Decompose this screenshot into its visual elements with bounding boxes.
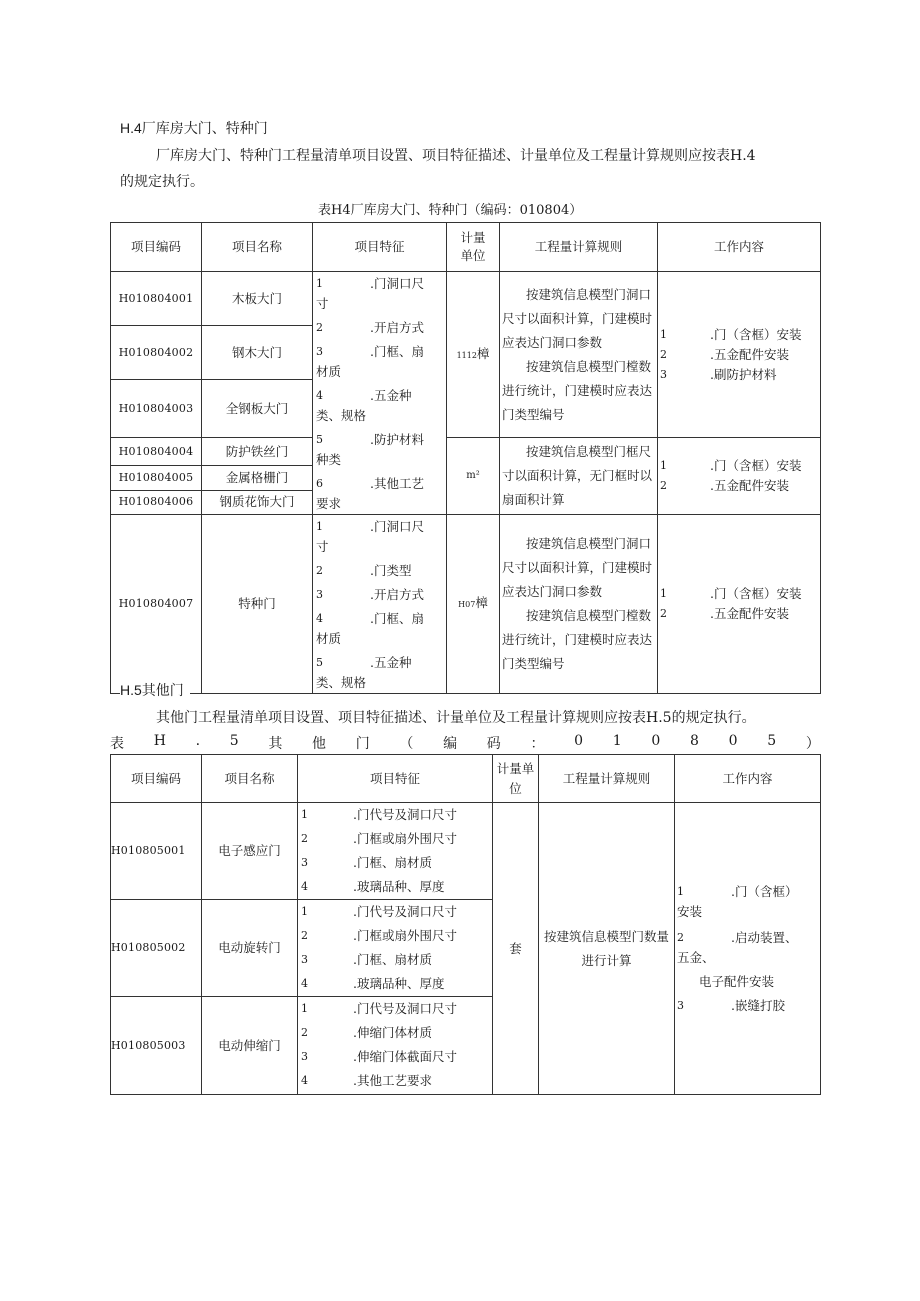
caption-char: 其 bbox=[268, 736, 283, 752]
h4-row-code: H010804006 bbox=[111, 490, 202, 514]
h5-table bbox=[110, 754, 821, 1095]
h5-intro: 其他门工程量清单项目设置、项目特征描述、计量单位及工程量计算规则应按表H.5的规定执行。 bbox=[156, 710, 756, 726]
h5-features-2 bbox=[298, 900, 493, 997]
h5-header-rule: 工程量计算规则 bbox=[539, 755, 675, 803]
h4-intro-line1: 厂库房大门、特种门工程量清单项目设置、项目特征描述、计量单位及工程量计算规则应按表H.4 bbox=[156, 148, 756, 164]
h4-header-work: 工作内容 bbox=[658, 223, 821, 272]
h4-rule-b: 按建筑信息模型门框尺寸以面积计算，无门框时以扇面积计算 bbox=[500, 438, 658, 515]
h5-features-3 bbox=[298, 997, 493, 1095]
feature-item: 6 .其他工艺 要求 bbox=[316, 476, 424, 511]
caption-char: 8 bbox=[689, 733, 699, 749]
h4-rule-a: 按建筑信息模型门洞口尺寸以面积计算，门建模时应表达门洞口参数 按建筑信息模型门樘数进行统计，门建模时应表达门类型编号 bbox=[500, 272, 658, 438]
h5-header-unit-line1: 计量单 bbox=[496, 760, 535, 776]
h5-features-1 bbox=[298, 803, 493, 900]
h5-rule: 按建筑信息模型门数量进行计算 bbox=[539, 803, 675, 1095]
h5-header-work: 工作内容 bbox=[675, 755, 821, 803]
h4-features-b bbox=[313, 515, 447, 694]
feature-item: 1 .门代号及洞口尺寸 bbox=[301, 1001, 457, 1016]
h5-row-name: 电子感应门 bbox=[202, 803, 298, 900]
h5-work bbox=[675, 803, 821, 1095]
h5-row-code: H010805002 bbox=[111, 900, 202, 997]
h4-row-code: H010804002 bbox=[111, 326, 202, 380]
h5-row-code: H010805001 bbox=[111, 803, 202, 900]
feature-item: 5 .防护材料 种类 bbox=[316, 432, 424, 467]
caption-char: 5 bbox=[229, 733, 239, 749]
feature-item: 5 .五金种 类、规格 bbox=[316, 655, 412, 690]
h4-row-name: 特种门 bbox=[202, 515, 313, 694]
h4-header-feature: 项目特征 bbox=[313, 223, 447, 272]
h5-unit: 套 bbox=[493, 803, 539, 1095]
h4-row-name: 钢质花饰大门 bbox=[202, 490, 313, 514]
feature-item: 2 .门框或扇外围尺寸 bbox=[301, 928, 457, 943]
work-item: 1 .门（含框）安装 bbox=[660, 458, 802, 473]
h4-row-code: H010804005 bbox=[111, 466, 202, 490]
h5-header-feature: 项目特征 bbox=[298, 755, 493, 803]
work-item: 1 .门（含框）安装 bbox=[660, 586, 802, 601]
feature-item: 1 .门洞口尺 寸 bbox=[316, 519, 424, 554]
h4-features-a bbox=[313, 272, 447, 515]
caption-char: 码 bbox=[486, 736, 501, 752]
caption-char: 表 bbox=[110, 736, 124, 752]
h4-table bbox=[110, 222, 821, 694]
work-item: 2 .启动装置、 五金、 bbox=[677, 929, 798, 965]
work-item: 1 .门（含框） 安装 bbox=[677, 883, 798, 919]
h4-work-c bbox=[658, 515, 821, 694]
h4-row-code: H010804001 bbox=[111, 272, 202, 326]
caption-char: 0 bbox=[728, 733, 738, 749]
work-item: 2 .五金配件安装 bbox=[660, 346, 789, 362]
h5-row-name: 电动旋转门 bbox=[202, 900, 298, 997]
h5-header-unit bbox=[493, 755, 539, 803]
caption-char: 0 bbox=[574, 733, 584, 749]
h4-row-code: H010804004 bbox=[111, 438, 202, 466]
h4-table-caption: 表H4厂库房大门、特种门（编码：010804） bbox=[318, 203, 583, 218]
h4-unit-b: m² bbox=[447, 438, 500, 515]
h4-row-code: H010804007 bbox=[111, 515, 202, 694]
h5-heading: H.5其他门 bbox=[120, 680, 190, 700]
h4-intro-line2: 的规定执行。 bbox=[120, 174, 204, 190]
feature-item: 4 .五金种 类、规格 bbox=[316, 388, 412, 423]
feature-item: 4 .玻璃品种、厚度 bbox=[301, 879, 445, 894]
caption-char: （ bbox=[399, 736, 414, 752]
feature-item: 1 .门洞口尺 寸 bbox=[316, 276, 424, 311]
work-item: 2 .五金配件安装 bbox=[660, 478, 789, 493]
feature-item: 3 .门框、扇材质 bbox=[301, 952, 432, 967]
caption-char: 5 bbox=[767, 733, 777, 749]
h5-table-caption bbox=[110, 733, 820, 753]
h4-work-b bbox=[658, 438, 821, 515]
h5-header-code: 项目编码 bbox=[111, 755, 202, 803]
caption-char: 0 bbox=[651, 733, 661, 749]
h5-row-name: 电动伸缩门 bbox=[202, 997, 298, 1095]
caption-char: 他 bbox=[312, 736, 327, 752]
caption-char: H bbox=[153, 733, 166, 749]
h5-header-name: 项目名称 bbox=[202, 755, 298, 803]
caption-char: ： bbox=[530, 736, 545, 752]
h4-row-name: 防护铁丝门 bbox=[202, 438, 313, 466]
h4-row-name: 钢木大门 bbox=[202, 326, 313, 380]
feature-item: 1 .门代号及洞口尺寸 bbox=[301, 807, 457, 822]
caption-char: ） bbox=[805, 736, 820, 752]
h4-row-name: 全钢板大门 bbox=[202, 380, 313, 438]
feature-item: 4 .其他工艺要求 bbox=[301, 1073, 432, 1088]
h4-header-rule: 工程量计算规则 bbox=[500, 223, 658, 272]
h4-row-code: H010804003 bbox=[111, 380, 202, 438]
h4-rule-c: 按建筑信息模型门洞口尺寸以面积计算，门建模时应表达门洞口参数 按建筑信息模型门樘数进行统计，门建模时应表达门类型编号 bbox=[500, 515, 658, 694]
h4-header-unit-line1: 计量 bbox=[460, 230, 486, 245]
caption-char: 门 bbox=[355, 736, 370, 752]
h4-row-name: 金属格栅门 bbox=[202, 466, 313, 490]
feature-item: 3 .门框、扇材质 bbox=[301, 855, 432, 870]
h4-work-a bbox=[658, 272, 821, 438]
h4-header-code: 项目编码 bbox=[111, 223, 202, 272]
feature-item: 1 .门代号及洞口尺寸 bbox=[301, 904, 457, 919]
h4-unit-c: H07樟 bbox=[447, 515, 500, 694]
feature-item: 3 .门框、扇 材质 bbox=[316, 344, 424, 379]
h5-row-code: H010805003 bbox=[111, 997, 202, 1095]
h4-unit-a: 1112樟 bbox=[447, 272, 500, 438]
work-item: 3 .刷防护材料 bbox=[660, 366, 777, 382]
caption-char: . bbox=[195, 733, 201, 749]
caption-char: 编 bbox=[443, 736, 458, 752]
h4-heading: H.4厂库房大门、特种门 bbox=[120, 120, 268, 136]
h4-header-name: 项目名称 bbox=[202, 223, 313, 272]
work-item: 电子配件安装 bbox=[699, 973, 775, 989]
feature-item: 4 .玻璃品种、厚度 bbox=[301, 976, 445, 991]
feature-item: 3 .伸缩门体截面尺寸 bbox=[301, 1049, 457, 1064]
h5-header-unit-line2: 位 bbox=[509, 780, 522, 796]
work-item: 1 .门（含框）安装 bbox=[660, 326, 802, 342]
feature-item: 2 .门框或扇外围尺寸 bbox=[301, 831, 457, 846]
work-item: 2 .五金配件安装 bbox=[660, 606, 789, 621]
feature-item: 2 .伸缩门体材质 bbox=[301, 1025, 432, 1040]
feature-item: 4 .门框、扇 材质 bbox=[316, 611, 424, 646]
h4-row-name: 木板大门 bbox=[202, 272, 313, 326]
work-item: 3 .嵌缝打胶 bbox=[677, 997, 785, 1013]
h4-header-unit bbox=[447, 223, 500, 272]
caption-char: 1 bbox=[612, 733, 622, 749]
feature-item: 3 .开启方式 bbox=[316, 587, 424, 602]
feature-item: 2 .门类型 bbox=[316, 563, 412, 578]
h4-header-unit-line2: 单位 bbox=[460, 248, 486, 263]
feature-item: 2 .开启方式 bbox=[316, 320, 424, 335]
